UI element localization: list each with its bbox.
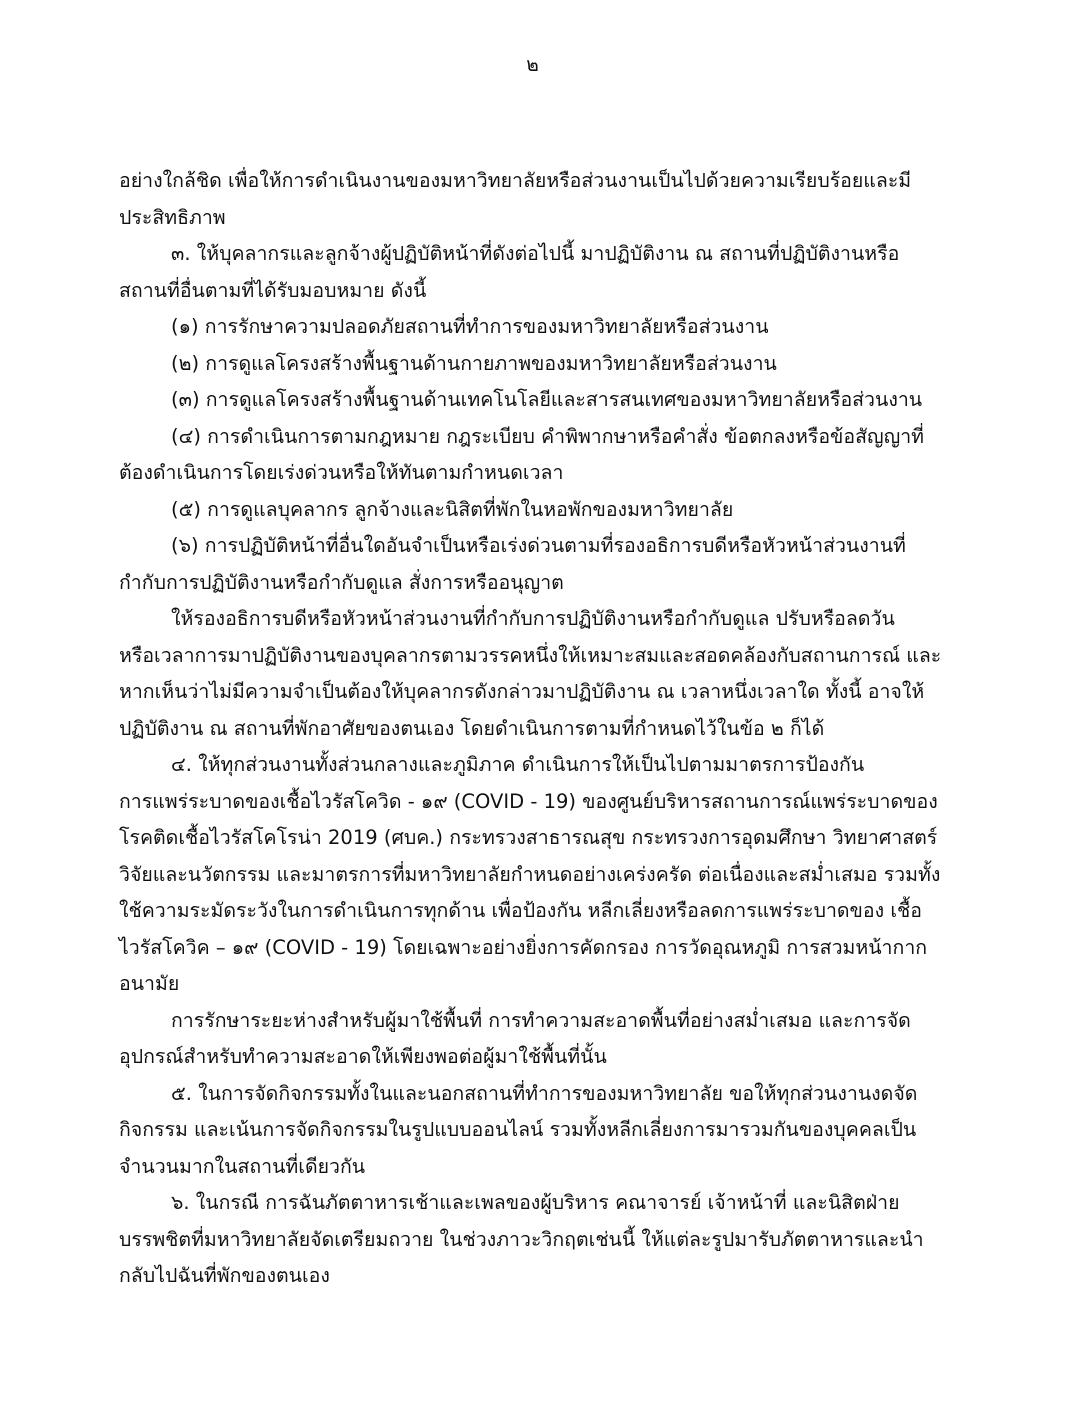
text-line: ไวรัสโควิค – ๑๙ (COVID - 19) โดยเฉพาะอย่างยิ่งการคัดกรอง การวัดอุณหภูมิ การสวมหน้ากาก [119,935,928,959]
text-line: กิจกรรม และเน้นการจัดกิจกรรมในรูปแบบออนไลน์ รวมทั้งหลีกเลี่ยงการมารวมกันของบุคคลเป็น [119,1118,917,1141]
text-line: (๖) การปฏิบัติหน้าที่อื่นใดอันจำเป็นหรือเร่งด่วนตามที่รองอธิการบดีหรือหัวหน้าส่วนงานที่ [171,534,906,557]
text-line: จำนวนมากในสถานที่เดียวกัน [119,1154,366,1178]
text-line: (๕) การดูแลบุคลากร ลูกจ้างและนิสิตที่พักในหอพักของมหาวิทยาลัย [171,497,734,521]
text-line: (๔) การดำเนินการตามกฎหมาย กฎระเบียบ คำพิพากษาหรือคำสั่ง ข้อตกลงหรือข้อสัญญาที่ [171,424,925,448]
text-line: บรรพชิตที่มหาวิทยาลัยจัดเตรียมถวาย ในช่วงภาวะวิกฤตเช่นนี้ ให้แต่ละรูปมารับภัตตาหารและนำ [119,1227,924,1251]
text-line: วิจัยและนวัตกรรม และมาตรการที่มหาวิทยาลัยกำหนดอย่างเคร่งครัด ต่อเนื่องและสม่ำเสมอ รวมทั้ง [119,862,941,886]
text-line: ๖. ในกรณี การฉันภัตตาหารเช้าและเพลของผู้บริหาร คณาจารย์ เจ้าหน้าที่ และนิสิตฝ่าย [171,1191,900,1214]
text-line: ให้รองอธิการบดีหรือหัวหน้าส่วนงานที่กำกับการปฏิบัติงานหรือกำกับดูแล ปรับหรือลดวัน [171,607,895,630]
text-line: หรือเวลาการมาปฏิบัติงานของบุคลากรตามวรรคหนึ่งให้เหมาะสมและสอดคล้องกับสถานการณ์ และ [119,643,942,667]
text-line: การรักษาระยะห่างสำหรับผู้มาใช้พื้นที่ การทำความสะอาดพื้นที่อย่างสม่ำเสมอ และการจัด [171,1008,911,1032]
text-line: หากเห็นว่าไม่มีความจำเป็นต้องให้บุคลากรดังกล่าวมาปฏิบัติงาน ณ เวลาหนึ่งเวลาใด ทั้งนี้ อาจให้ [119,680,925,703]
text-line: ประสิทธิภาพ [119,205,226,229]
text-line: ๕. ในการจัดกิจกรรมทั้งในและนอกสถานที่ทำการของมหาวิทยาลัย ขอให้ทุกส่วนงานงดจัด [171,1081,918,1105]
text-line: (๓) การดูแลโครงสร้างพื้นฐานด้านเทคโนโลยีและสารสนเทศของมหาวิทยาลัยหรือส่วนงาน [171,388,923,411]
text-line: กำกับการปฏิบัติงานหรือกำกับดูแล สั่งการหรืออนุญาต [119,570,564,594]
text-line: ๔. ให้ทุกส่วนงานทั้งส่วนกลางและภูมิภาค ดำเนินการให้เป็นไปตามมาตรการป้องกัน [171,753,865,776]
text-line: กลับไปฉันที่พักของตนเอง [119,1264,330,1287]
text-line: การแพร่ระบาดของเชื้อไวรัสโควิด - ๑๙ (COVID - 19) ของศูนย์บริหารสถานการณ์แพร่ระบาดของ [119,789,938,813]
text-line: ต้องดำเนินการโดยเร่งด่วนหรือให้ทันตามกำหนดเวลา [119,461,564,484]
text-line: อุปกรณ์สำหรับทำความสะอาดให้เพียงพอต่อผู้มาใช้พื้นที่นั้น [119,1045,607,1068]
text-line: ใช้ความระมัดระวังในการดำเนินการทุกด้าน เพื่อป้องกัน หลีกเลี่ยงหรือลดการแพร่ระบาดของ เชื้อ [119,899,922,922]
text-line: (๒) การดูแลโครงสร้างพื้นฐานด้านกายภาพของมหาวิทยาลัยหรือส่วนงาน [171,351,777,375]
text-line: ๓. ให้บุคลากรและลูกจ้างผู้ปฏิบัติหน้าที่ดังต่อไปนี้ มาปฏิบัติงาน ณ สถานที่ปฏิบัติงานหรือ [171,242,900,265]
text-line: อย่างใกล้ชิด เพื่อให้การดำเนินงานของมหาวิทยาลัยหรือส่วนงานเป็นไปด้วยความเรียบร้อยและมี [119,169,912,192]
text-line: สถานที่อื่นตามที่ได้รับมอบหมาย ดังนี้ [119,278,427,302]
document-body [119,163,957,1295]
page-number: ๒ [526,54,539,76]
text-line: ปฏิบัติงาน ณ สถานที่พักอาศัยของตนเอง โดยดำเนินการตามที่กำหนดไว้ในข้อ ๒ ก็ได้ [119,716,825,740]
text-line: (๑) การรักษาความปลอดภัยสถานที่ทำการของมหาวิทยาลัยหรือส่วนงาน [171,315,769,338]
text-line: อนามัย [119,972,180,995]
text-line: โรคติดเชื้อไวรัสโคโรน่า 2019 (ศบค.) กระทรวงสาธารณสุข กระทรวงการอุดมศึกษา วิทยาศาสตร์ [119,826,938,849]
